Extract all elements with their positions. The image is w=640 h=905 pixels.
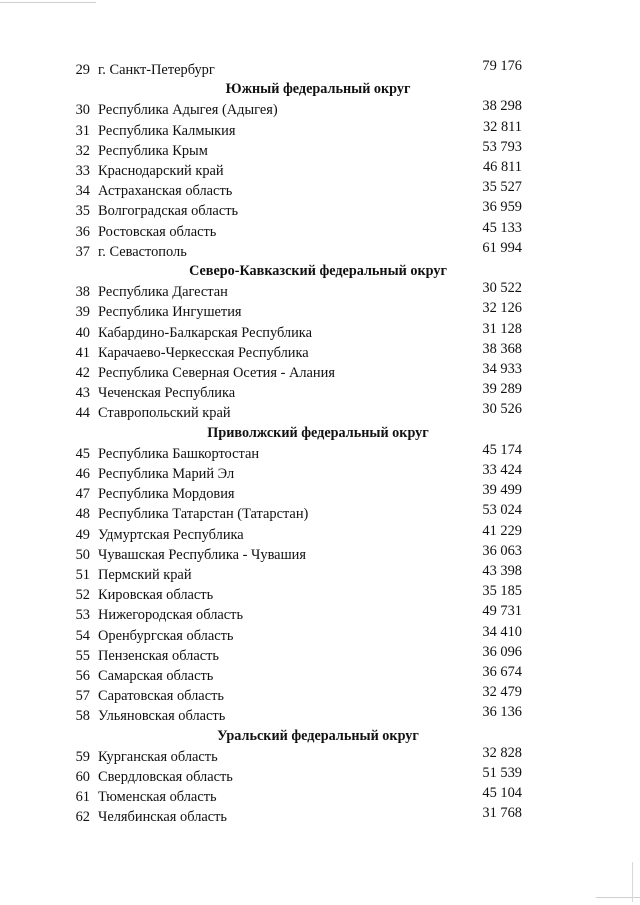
region-value: 39 499: [482, 482, 522, 499]
region-value: 34 410: [482, 623, 522, 640]
row-number: 55: [75, 647, 90, 664]
district-header: Уральский федеральный округ: [217, 727, 419, 744]
region-value: 46 811: [482, 159, 522, 175]
region-value: 45 133: [482, 219, 522, 236]
row-number: 42: [75, 365, 90, 381]
region-name: Саратовская область: [98, 688, 224, 705]
region-name: Республика Крым: [98, 142, 208, 159]
table-row: [0, 807, 640, 827]
region-name: Республика Калмыкия: [98, 122, 236, 139]
region-name: Пензенская область: [98, 647, 219, 664]
row-number: 45: [75, 445, 90, 462]
region-name: Республика Мордовия: [98, 486, 235, 503]
table-row: [0, 320, 640, 343]
table-row: [0, 484, 640, 504]
region-name: Пермский край: [98, 567, 192, 583]
table-row: [0, 787, 640, 807]
region-name: Республика Дагестан: [98, 284, 228, 301]
row-number: 54: [75, 627, 90, 644]
table-row: [0, 522, 640, 545]
region-name: Кировская область: [98, 587, 214, 604]
region-name: Нижегородская область: [98, 607, 244, 624]
region-value: 79 176: [482, 58, 522, 74]
table-row: [0, 138, 640, 161]
row-number: 53: [75, 607, 90, 624]
region-value: 30 522: [482, 280, 522, 297]
region-name: Оренбургская область: [98, 627, 234, 644]
table-row: [0, 643, 640, 666]
table-row: [0, 201, 640, 221]
region-name: Ульяновская область: [98, 708, 226, 725]
region-name: Самарская область: [98, 668, 214, 684]
row-number: 37: [75, 243, 90, 260]
region-value: 32 811: [482, 118, 522, 135]
region-name: Астраханская область: [98, 183, 233, 200]
region-value: 30 526: [482, 401, 522, 418]
table-row: [0, 605, 640, 625]
row-number: 46: [75, 466, 90, 482]
row-number: 50: [75, 546, 90, 563]
region-value: 45 174: [482, 441, 522, 458]
region-value: 38 298: [482, 98, 522, 115]
region-name: Удмуртская Республика: [98, 526, 244, 543]
region-name: г. Севастополь: [98, 243, 187, 260]
region-value: 32 126: [482, 300, 522, 317]
row-number: 31: [75, 122, 90, 139]
region-value: 36 063: [482, 542, 522, 559]
row-number: 47: [75, 486, 90, 503]
district-header: Северо-Кавказский федеральный округ: [189, 263, 447, 279]
region-name: Республика Северная Осетия - Алания: [98, 365, 335, 381]
row-number: 40: [75, 324, 90, 341]
row-number: 34: [75, 183, 90, 200]
row-number: 61: [75, 789, 90, 806]
region-value: 35 527: [482, 179, 522, 196]
region-name: Краснодарский край: [98, 163, 224, 179]
table-row: [0, 666, 640, 686]
region-name: Свердловская область: [98, 769, 233, 785]
table-row: [0, 565, 640, 585]
row-number: 39: [75, 304, 90, 321]
region-name: Республика Ингушетия: [98, 304, 242, 321]
region-name: Чеченская Республика: [98, 385, 236, 402]
district-header: Южный федеральный округ: [225, 81, 411, 98]
region-name: Республика Башкортостан: [98, 445, 260, 462]
table-row: [0, 239, 640, 262]
region-name: г. Санкт-Петербург: [98, 62, 215, 78]
table-row: [0, 623, 640, 646]
region-name: Карачаево-Черкесская Республика: [98, 344, 309, 361]
table-row: [0, 464, 640, 484]
region-name: Тюменская область: [98, 789, 217, 806]
region-value: 36 096: [482, 643, 522, 660]
table-row: [0, 181, 640, 201]
region-value: 36 959: [482, 199, 522, 216]
table-row: [0, 403, 640, 423]
row-number: 49: [75, 526, 90, 543]
table-row: [0, 282, 640, 302]
region-name: Республика Адыгея (Адыгея): [98, 102, 278, 119]
row-number: 58: [75, 708, 90, 725]
region-value: 53 024: [482, 502, 522, 519]
row-number: 35: [75, 203, 90, 220]
region-value: 45 104: [482, 785, 522, 802]
table-row: [0, 585, 640, 605]
region-value: 36 136: [482, 704, 522, 721]
region-value: 35 185: [482, 583, 522, 600]
row-number: 57: [75, 688, 90, 705]
region-name: Республика Марий Эл: [98, 466, 235, 482]
table-row: [0, 383, 640, 403]
table-row: [0, 542, 640, 565]
region-name: Ставропольский край: [98, 405, 231, 422]
region-value: 49 731: [482, 603, 522, 620]
row-number: 51: [75, 567, 90, 583]
table-row: [0, 767, 640, 787]
row-number: 29: [75, 62, 90, 78]
row-number: 32: [75, 142, 90, 159]
row-number: 33: [75, 163, 90, 179]
region-name: Волгоградская область: [98, 203, 239, 220]
table-row: [0, 744, 640, 767]
region-value: 43 398: [482, 563, 522, 579]
region-value: 32 828: [482, 744, 522, 761]
row-number: 30: [75, 102, 90, 119]
table-row: [0, 118, 640, 141]
region-name: Республика Татарстан (Татарстан): [98, 506, 309, 523]
table-row: [0, 504, 640, 524]
row-number: 48: [75, 506, 90, 523]
table-row: [0, 100, 640, 120]
table-row: [0, 706, 640, 726]
region-value: 33 424: [482, 462, 522, 478]
row-number: 41: [75, 344, 90, 361]
table-row: [0, 302, 640, 322]
table-row: [0, 686, 640, 706]
table-row: [0, 60, 640, 80]
row-number: 38: [75, 284, 90, 301]
region-name: Челябинская область: [98, 809, 227, 826]
region-value: 53 793: [482, 138, 522, 155]
region-name: Ростовская область: [98, 223, 217, 240]
region-value: 61 994: [482, 239, 522, 256]
region-value: 39 289: [482, 381, 522, 398]
row-number: 52: [75, 587, 90, 604]
table-row: [0, 161, 640, 181]
row-number: 36: [75, 223, 90, 240]
region-value: 41 229: [482, 522, 522, 539]
region-value: 38 368: [482, 340, 522, 357]
table-row: [0, 441, 640, 464]
region-name: Курганская область: [98, 748, 218, 765]
region-value: 32 479: [482, 684, 522, 701]
table-row: [0, 340, 640, 363]
district-header: Приволжский федеральный округ: [207, 424, 429, 441]
row-number: 56: [75, 668, 90, 684]
region-value: 31 128: [482, 320, 522, 337]
row-number: 62: [75, 809, 90, 826]
table-row: [0, 363, 640, 383]
row-number: 59: [75, 748, 90, 765]
region-value: 31 768: [482, 805, 522, 822]
table-row: [0, 219, 640, 242]
row-number: 60: [75, 769, 90, 785]
row-number: 44: [75, 405, 90, 422]
region-value: 36 674: [482, 664, 522, 680]
region-name: Кабардино-Балкарская Республика: [98, 324, 312, 341]
region-value: 34 933: [482, 361, 522, 377]
region-value: 51 539: [482, 765, 522, 781]
row-number: 43: [75, 385, 90, 402]
region-name: Чувашская Республика - Чувашия: [98, 546, 306, 563]
